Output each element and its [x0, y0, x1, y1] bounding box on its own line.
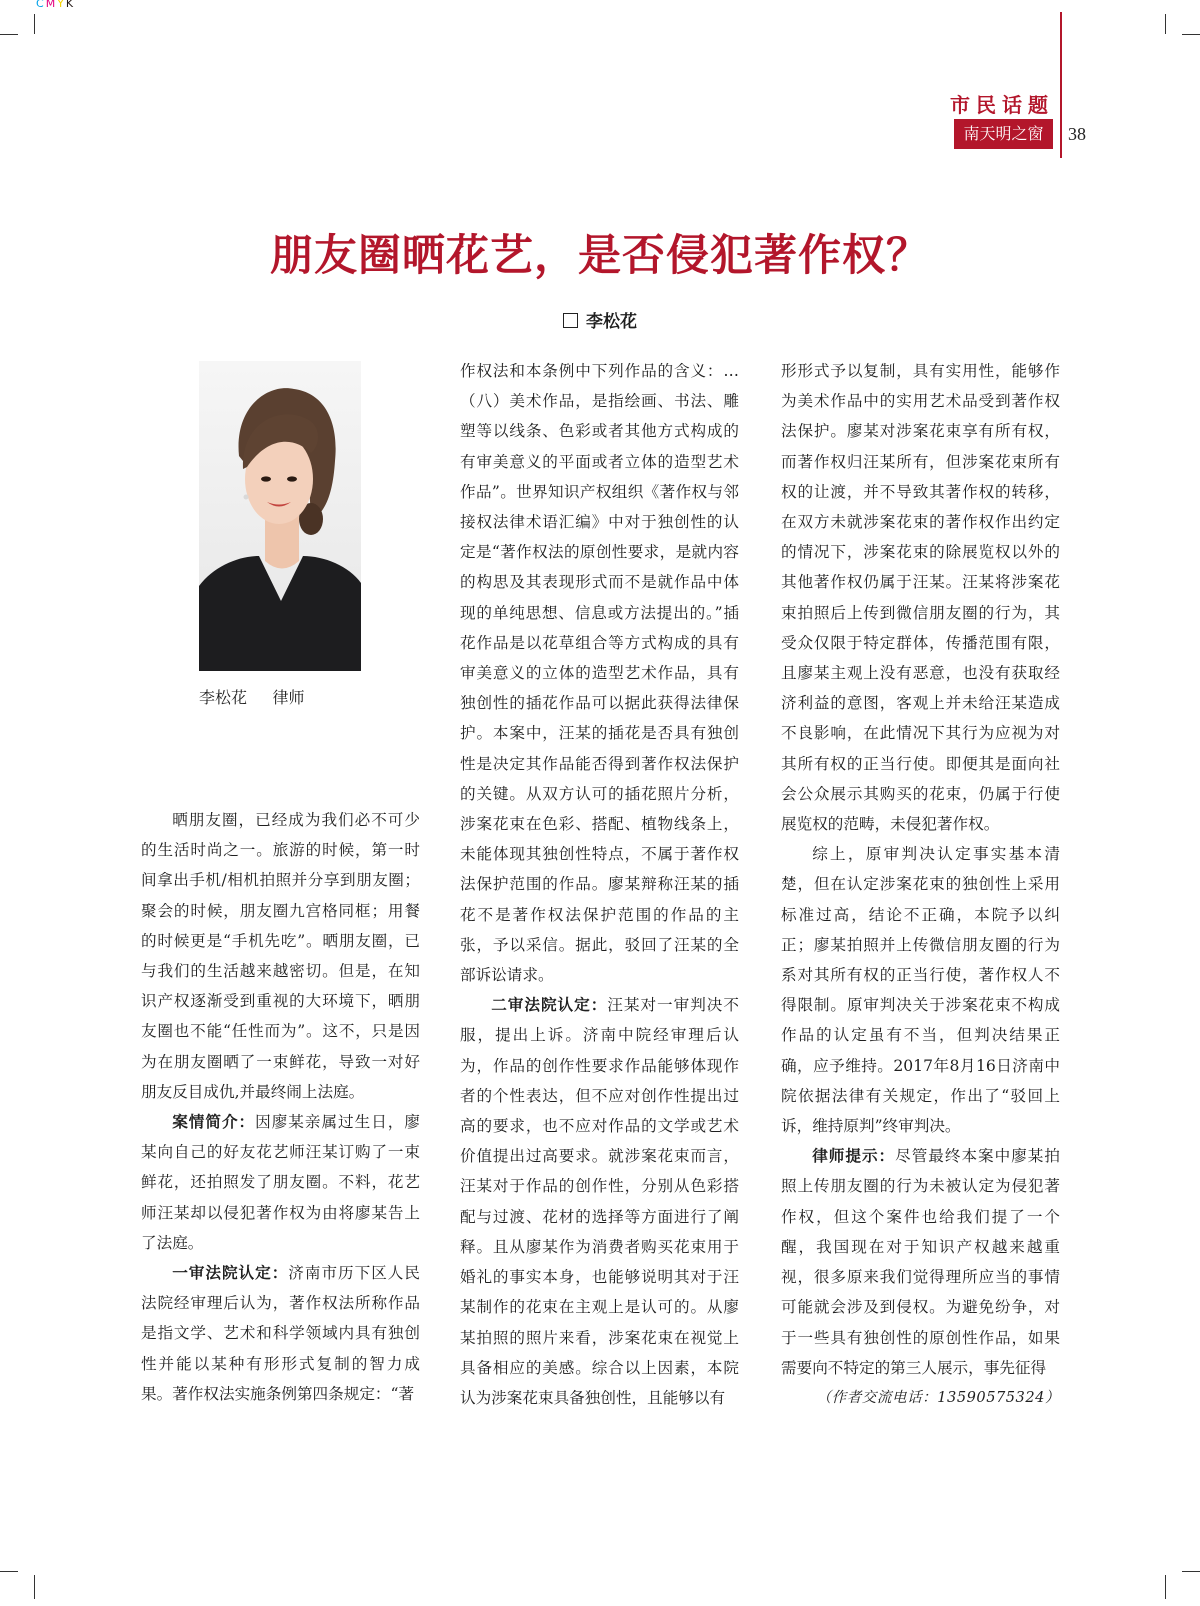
body-column-2	[460, 356, 739, 1413]
body-paragraph: 晒朋友圈，已经成为我们必不可少的生活时尚之一。旅游的时候，第一时间拿出手机/相机拍照并分享到朋友圈；聚会的时候，朋友圈九宫格同框；用餐的时候更是“手机先吃”。晒朋友圈，已与我们的生活越来越密切。但是，在知识产权逐渐受到重视的大环境下，晒朋友圈也不能“任性而为”。这不，只是因为在朋友圈晒了一束鲜花，导致一对好朋友反目成仇,并最终闹上法庭。	[141, 811, 420, 1101]
cmyk-c: C	[36, 0, 46, 10]
body-paragraph: 律师提示：尽管最终本案中廖某拍照上传朋友圈的行为未被认定为侵犯著作权，但这个案件也给我们提了一个醒，我国现在对于知识产权越来越重视，很多原来我们觉得理所应当的事情可能就会涉及到侵权。为避免纷争，对于一些具有独创性的原创性作品，如果需要向不特定的第三人展示，事先征得	[781, 1147, 1060, 1377]
body-paragraph: 作权法和本条例中下列作品的含义：…（八）美术作品，是指绘画、书法、雕塑等以线条、色彩或者其他方式构成的有审美意义的平面或者立体的造型艺术作品”。世界知识产权组织《著作权与邻接权法律术语汇编》中对于独创性的认定是“著作权法的原创性要求，是就内容的构思及其表现形式而不是就作品中体现的单纯思想、信息或方法提出的。”插花作品是以花草组合等方式构成的具有审美意义的立体的造型艺术作品，具有独创性的插花作品可以据此获得法律保护。本案中，汪某的插花是否具有独创性是决定其作品能否得到著作权法保护的关键。从双方认可的插花照片分析，涉案花束在色彩、搭配、植物线条上，未能体现其独创性特点，不属于著作权法保护范围的作品。廖某辩称汪某的插花不是著作权法保护范围的作品的主张，予以采信。据此，驳回了汪某的全部诉讼请求。	[460, 362, 739, 985]
crop-mark-bottom-left-v	[34, 1575, 35, 1599]
article-title: 朋友圈晒花艺，是否侵犯著作权？	[270, 231, 930, 281]
paragraph-lead-heading: 律师提示：	[812, 1147, 896, 1166]
cmyk-color-bar	[36, 0, 75, 10]
author-contact: （作者交流电话：13590575324）	[816, 1388, 1060, 1406]
author-name: 李松花	[586, 312, 637, 332]
body-column-3	[781, 356, 1060, 1413]
body-paragraph: 案情简介：因廖某亲属过生日，廖某向自己的好友花艺师汪某订购了一束鲜花，还拍照发了朋友圈。不料，花艺师汪某却以侵犯著作权为由将廖某告上了法庭。	[141, 1113, 420, 1252]
body-paragraph: 一审法院认定：济南市历下区人民法院经审理后认为，著作权法所称作品是指文学、艺术和科学领域内具有独创性并能以某种有形形式复制的智力成果。著作权法实施条例第四条规定：“著	[141, 1264, 420, 1403]
paragraph-lead-heading: 二审法院认定：	[491, 996, 608, 1015]
page-number: 38	[1068, 124, 1086, 144]
body-paragraph: 二审法院认定：汪某对一审判决不服，提出上诉。济南中院经审理后认为，作品的创作性要求作品能够体现作者的个性表达，但不应对创作性提出过高的要求，也不应对作品的文学或艺术价值提出过高要求。就涉案花束而言，汪某对于作品的创作性，分别从色彩搭配与过渡、花材的选择等方面进行了阐释。且从廖某作为消费者购买花束用于婚礼的事实本身，也能够说明其对于汪某制作的花束在主观上是认可的。从廖某拍照的照片来看，涉案花束在视觉上具备相应的美感。综合以上因素，本院认为涉案花束具备独创性，且能够以有	[460, 996, 739, 1407]
caption-name: 李松花	[199, 688, 248, 707]
crop-mark-top-left-h	[0, 34, 18, 35]
cmyk-y: Y	[57, 0, 66, 10]
body-paragraph: 形形式予以复制，具有实用性，能够作为美术作品中的实用艺术品受到著作权法保护。廖某对涉案花束享有所有权，而著作权归汪某所有，但涉案花束所有权的让渡，并不导致其著作权的转移，在双方未就涉案花束的著作权作出约定的情况下，涉案花束的除展览权以外的其他著作权仍属于汪某。汪某将涉案花束拍照后上传到微信朋友圈的行为，其受众仅限于特定群体，传播范围有限，且廖某主观上没有恶意，也没有获取经济利益的意图，客观上并未给汪某造成不良影响，在此情况下其行为应视为对其所有权的正当行使。即便其是面向社会公众展示其购买的花束，仍属于行使展览权的范畴，未侵犯著作权。	[781, 362, 1060, 834]
caption-role: 律师	[272, 688, 305, 707]
square-bullet-icon	[563, 313, 578, 328]
crop-mark-top-left-v	[34, 14, 35, 34]
crop-mark-top-right-h	[1182, 34, 1200, 35]
cmyk-k: K	[65, 0, 76, 10]
paragraph-lead-heading: 案情简介：	[172, 1113, 256, 1132]
body-paragraph: 综上，原审判决认定事实基本清楚，但在认定涉案花束的独创性上采用标准过高，结论不正确，本院予以纠正；廖某拍照并上传微信朋友圈的行为系对其所有权的正当行使，著作权人不得限制。原审判决关于涉案花束不构成作品的认定虽有不当，但判决结果正确，应予维持。2017年8月16日济南中院依据法律有关规定，作出了“驳回上诉，维持原判”终审判决。	[781, 845, 1060, 1136]
paragraph-lead-heading: 一审法院认定：	[172, 1264, 289, 1283]
author-photo	[199, 361, 361, 671]
cmyk-m: M	[45, 0, 58, 10]
header-red-rule	[1060, 12, 1062, 158]
photo-caption	[199, 685, 361, 708]
byline	[0, 307, 1200, 332]
body-column-1	[141, 805, 420, 1409]
column-name-badge: 南天明之窗	[954, 119, 1053, 149]
crop-mark-bottom-right-h	[1182, 1571, 1200, 1572]
crop-mark-bottom-right-v	[1165, 1575, 1166, 1599]
author-portrait-illustration	[199, 361, 361, 671]
crop-mark-bottom-left-h	[0, 1571, 18, 1572]
section-title: 市民话题	[950, 93, 1054, 117]
crop-mark-top-right-v	[1165, 14, 1166, 34]
